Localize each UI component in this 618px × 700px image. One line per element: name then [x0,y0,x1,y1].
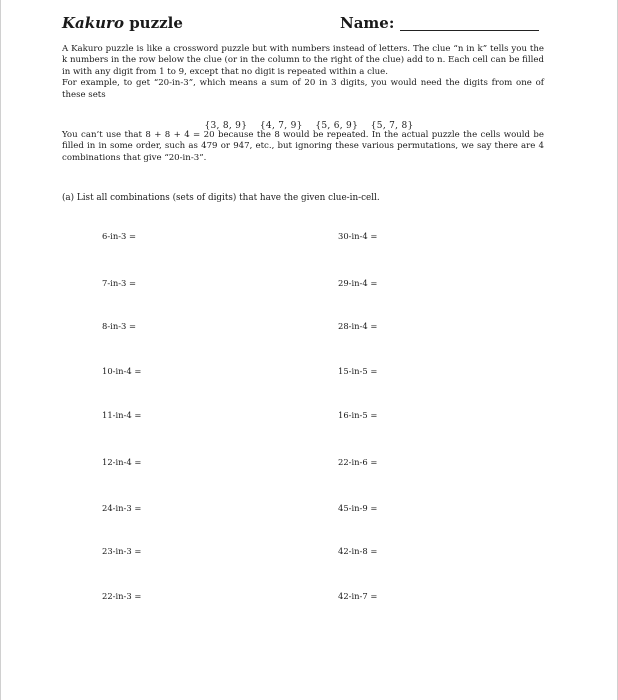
clue-right: 42-in-7 = [338,591,378,601]
page-title [62,14,183,32]
clue-right: 42-in-8 = [338,546,378,556]
example-set: {5, 6, 9} [315,121,359,131]
title-italic: Kakuro [62,14,124,32]
intro-text [62,44,544,101]
name-underline [400,30,539,31]
clue-left: 7-in-3 = [102,278,137,288]
clue-right: 15-in-5 = [338,366,378,376]
clue-left: 11-in-4 = [102,410,142,420]
example-set: {5, 7, 8} [370,121,414,131]
clue-left: 12-in-4 = [102,457,142,467]
note-text [62,130,544,164]
clue-right: 29-in-4 = [338,278,378,288]
clue-right: 28-in-4 = [338,321,378,331]
intro-paragraph-2: For example, to get “20-in-3”, which means a sum of 20 in 3 digits, you would need the digits from one of these sets [62,78,544,100]
clue-right: 22-in-6 = [338,457,378,467]
page-header [62,14,542,40]
example-set: {3, 8, 9} [204,121,248,131]
clue-left: 8-in-3 = [102,321,137,331]
clue-left: 22-in-3 = [102,591,142,601]
clue-right: 16-in-5 = [338,410,378,420]
name-label: Name: [340,14,395,32]
clue-left: 10-in-4 = [102,366,142,376]
clue-right: 45-in-9 = [338,503,378,513]
example-set: {4, 7, 9} [259,121,303,131]
title-rest: puzzle [123,14,183,32]
clue-right: 30-in-4 = [338,231,378,241]
question-a: (a) List all combinations (sets of digits) that have the given clue-in-cell. [62,193,380,203]
clue-left: 23-in-3 = [102,546,142,556]
clue-left: 24-in-3 = [102,503,142,513]
clue-left: 6-in-3 = [102,231,137,241]
intro-paragraph-1: A Kakuro puzzle is like a crossword puzzle but with numbers instead of letters. The clue “n in k” tells you the k numbers in the row below the clue (or in the column to the right of the clue) add to n. Each cell can be filled in with any digit from 1 to 9, except that no digit is repeated within a clue. [62,44,544,77]
note-paragraph: You can’t use that 8 + 8 + 4 = 20 because the 8 would be repeated. In the actual puzzle the cells would be filled in in some order, such as 479 or 947, etc., but ignoring these various permutations, we say there are 4 combinations that give “20-in-3”. [62,130,544,163]
